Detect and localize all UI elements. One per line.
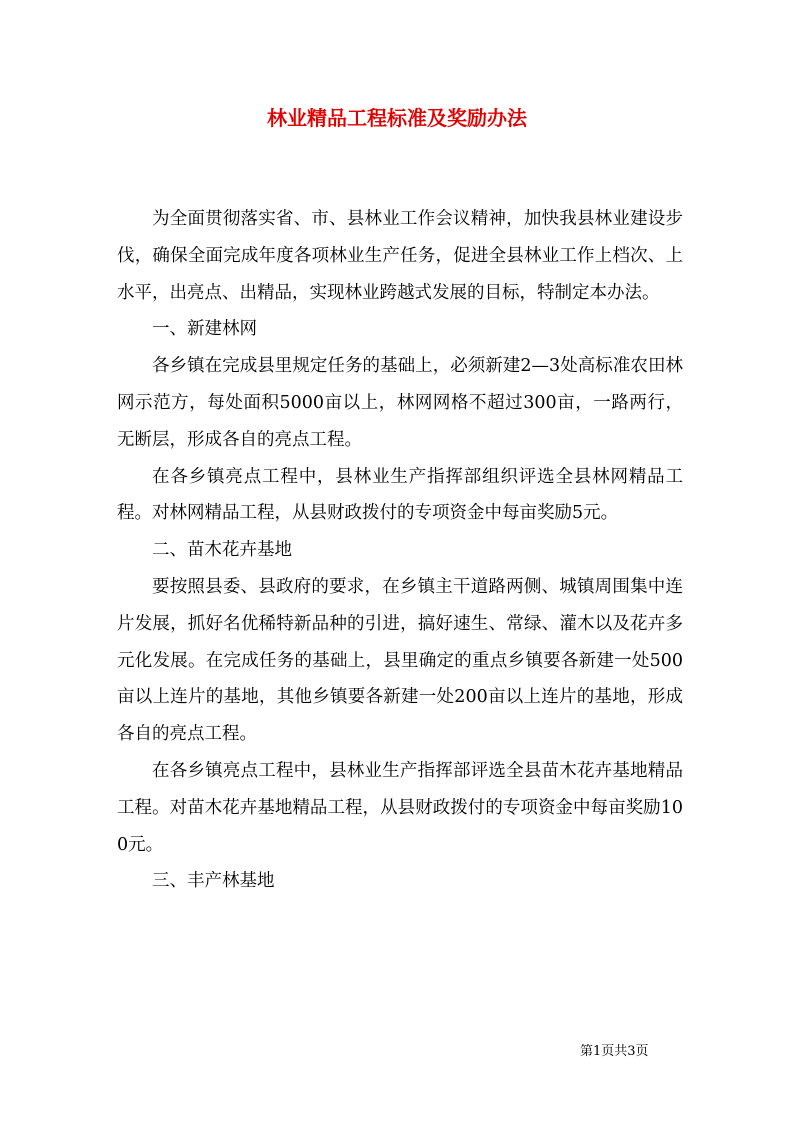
section-heading-3: 三、丰产林基地 (152, 871, 275, 892)
paragraph-2-2: 在各乡镇亮点工程中，县林业生产指挥部评选全县苗木花卉基地精品工程。对苗木花卉基地精品工程，从县财政拨付的专项资金中每亩奖励100元。 (117, 760, 683, 855)
page-number-footer: 第1页共3页 (580, 1044, 649, 1059)
paragraph-1-1: 各乡镇在完成县里规定任务的基础上，必须新建2—3处高标准农田林网示范方，每处面积5000亩以上，林网网格不超过300亩，一路两行，无断层，形成各自的亮点工程。 (117, 356, 683, 450)
paragraph-1-2: 在各乡镇亮点工程中，县林业生产指挥部组织评选全县林网精品工程。对林网精品工程，从县财政拨付的专项资金中每亩奖励5元。 (117, 466, 683, 524)
section-heading-2: 二、苗木花卉基地 (152, 540, 292, 561)
document-title: 林业精品工程标准及奖励办法 (267, 106, 527, 130)
paragraph-intro: 为全面贯彻落实省、市、县林业工作会议精神，加快我县林业建设步伐，确保全面完成年度各项林业生产任务，促进全县林业工作上档次、上水平，出亮点、出精品，实现林业跨越式发展的目标，特制定本办法。 (117, 209, 683, 303)
section-heading-1: 一、新建林网 (152, 319, 257, 340)
paragraph-2-1: 要按照县委、县政府的要求，在乡镇主干道路两侧、城镇周围集中连片发展，抓好名优稀特新品种的引进，搞好速生、常绿、灌木以及花卉多元化发展。在完成任务的基础上，县里确定的重点乡镇要各新建一处500亩以上连片的基地，其他乡镇要各新建一处200亩以上连片的基地，形成各自的亮点工程。 (117, 576, 683, 745)
document-body (117, 201, 683, 900)
